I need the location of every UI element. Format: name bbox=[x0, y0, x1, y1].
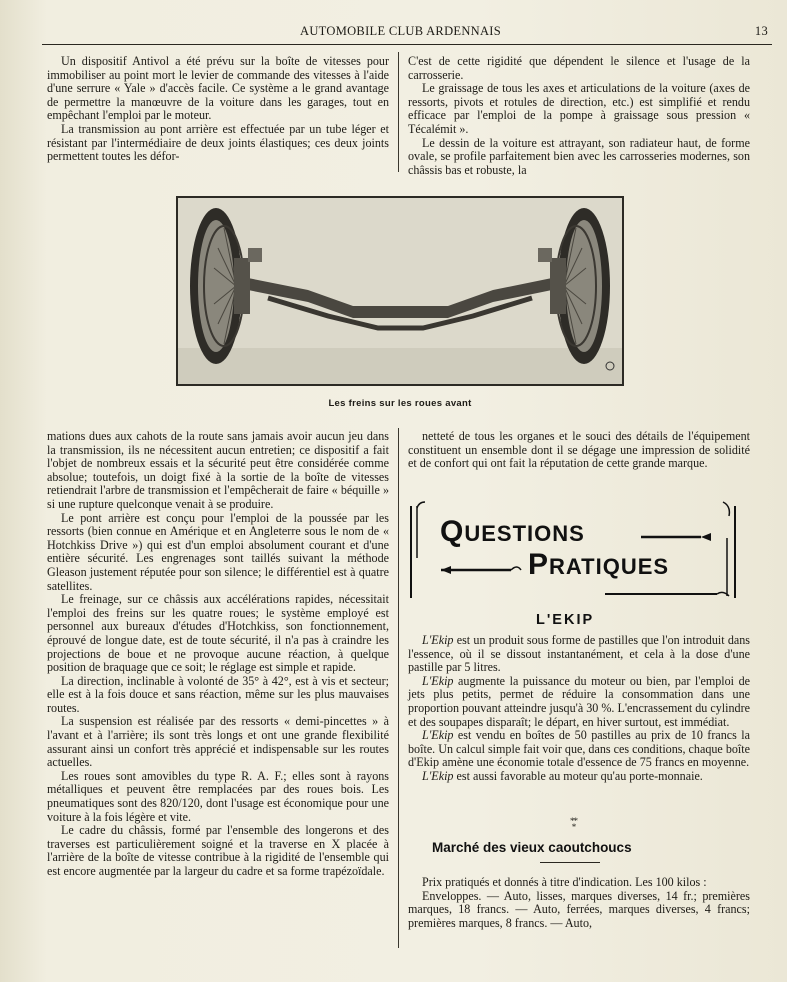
pratiques-heading bbox=[528, 548, 669, 582]
left-top-column bbox=[47, 55, 389, 164]
paragraph: Un dispositif Antivol a été prévu sur la boîte de vitesses pour immobiliser au point mort le levier de commande des vitesses à l'aide d'une serrure « Yale » d'accès facile. Ce système a le grand avantage de permettre la manœuvre de la voiture dans les garages, tout en empêchant l'emploi par le moteur. bbox=[47, 54, 389, 123]
paragraph: mations dues aux cahots de la route sans jamais avoir aucun jeu dans la transmission, ils ne nécessitent aucun entretien; ce dispositif a fait l'objet de nombreux essais et la sécurité peut être considérée comme absolue; toutefois, un doigt fixé à la sortie de la boîte de vitesses retiendrait l'arbre de transmission et l'empêcherait de faire « béquille » si une rupture quelconque venait à se produire. bbox=[47, 429, 389, 511]
column-divider bbox=[398, 52, 399, 172]
column-divider bbox=[398, 428, 399, 948]
paragraph: Le dessin de la voiture est attrayant, son radiateur haut, de forme ovale, se profile parfaitement bien avec les carrosseries modernes, son châssis bas et robuste, la bbox=[408, 135, 750, 177]
header-title: AUTOMOBILE CLUB ARDENNAIS bbox=[300, 24, 502, 38]
caoutchoucs-column bbox=[408, 876, 750, 930]
paragraph-text: est aussi favorable au moteur qu'au porte-monnaie. bbox=[453, 768, 703, 783]
heading-rest: RATIQUES bbox=[549, 554, 670, 579]
product-name: L'Ekip bbox=[422, 728, 454, 743]
ekip-heading: L'EKIP bbox=[536, 612, 595, 628]
paragraph: Prix pratiqués et donnés à titre d'indication. Les 100 kilos : bbox=[422, 875, 707, 889]
heading-underline bbox=[540, 862, 600, 863]
figure-caption: Les freins sur les roues avant bbox=[328, 398, 472, 409]
paragraph bbox=[408, 890, 750, 931]
questions-heading bbox=[440, 515, 585, 549]
axle-photo bbox=[176, 196, 624, 386]
caoutchoucs-heading: Marché des vieux caoutchoucs bbox=[432, 840, 632, 855]
paragraph bbox=[408, 634, 750, 675]
page-number: 13 bbox=[754, 24, 768, 38]
left-bottom-column bbox=[47, 430, 389, 879]
heading-initial: P bbox=[528, 548, 550, 581]
axle-illustration bbox=[178, 198, 622, 384]
paragraph-text: est vendu en boîtes de 50 pastilles au prix de 10 francs la boîte. Un calcul simple fait voir que, dans ces conditions, chaque boîte d'Ekip amène une économie totale d'essence de 75 francs en moyenne. bbox=[408, 728, 750, 770]
paragraph: Les roues sont amovibles du type R. A. F.; elles sont à rayons métalliques et peuvent être remplacées par des roues bois. Les pneumatiques sont des 820/120, dont l'usage est économique pour une voiture à la fois légère et vite. bbox=[47, 768, 389, 824]
product-name: L'Ekip bbox=[422, 633, 454, 647]
paragraph-text: augmente la puissance du moteur ou bien, par l'emploi de jets plus petits, permet de réduire la consommation dans une proportion pouvant atteindre jusqu'à 30 %. L'encrassement du cylindre et des soupapes disparaît; le départ, en hiver surtout, est immédiat. bbox=[408, 673, 750, 729]
heading-initial: Q bbox=[440, 515, 465, 548]
product-name: L'Ekip bbox=[422, 673, 454, 688]
paragraph: C'est de cette rigidité que dépendent le silence et l'usage de la carrosserie. bbox=[408, 54, 750, 82]
right-bottom-intro bbox=[408, 430, 750, 471]
paragraph-text: est un produit sous forme de pastilles que l'on introduit dans l'essence, où il se dissout instantanément, et cela à la dose d'une pastille par 5 litres. bbox=[408, 633, 750, 675]
paragraph: Le graissage de tous les axes et articulations de la voiture (axes de ressorts, pivots et rotules de direction, etc.) est simplifié et rendu efficace par l'emploi de la pompe à graissage sous pression « Técalémit ». bbox=[408, 81, 750, 136]
paragraph: La direction, inclinable à volonté de 35° à 42°, est à vis et secteur; elle est à la fois douce et sans réaction, même sur les plus mauvaises routes. bbox=[47, 673, 389, 715]
paragraph-text: Enveloppes. — Auto, lisses, marques diverses, 14 fr.; premières marques, 18 francs. — Auto, ferrées, marques diverses, 4 francs; premières marques, 8 francs. — Auto, bbox=[408, 888, 750, 930]
running-header bbox=[42, 20, 772, 45]
paragraph: Le pont arrière est conçu pour l'emploi de la poussée par les ressorts (bien connue en Amérique et en Angleterre sous le nom de « Hotchkiss Drive ») qui est d'un emploi absolument courant et d'une entière sécurité. Les engrenages sont taillés suivant la méthode Gleason justement réputée pour son silence; le différentiel est à quatre satellites. bbox=[47, 510, 389, 593]
heading-rest: UESTIONS bbox=[464, 521, 585, 546]
paragraph: La transmission au pont arrière est effectuée par un tube léger et résistant par l'intermédiaire de deux joints élastiques; ces deux joints permettent toutes les défor- bbox=[47, 121, 389, 164]
ekip-column bbox=[408, 634, 750, 784]
paragraph bbox=[408, 770, 750, 784]
paragraph: La suspension est réalisée par des ressorts « demi-pincettes » à l'avant et à l'arrière; ils sont très longs et ont une grande flexibilité assurant ainsi un confort très apprécié et indispensable sur les routes actuelles. bbox=[47, 714, 389, 770]
paragraph: netteté de tous les organes et le souci des détails de l'équipement constituent un ensemble dont il se dégage une impression de solidité et de confort qui ont fait la réputation de cette grande marque. bbox=[408, 429, 750, 471]
right-top-column bbox=[408, 55, 750, 177]
paragraph: Le freinage, sur ce châssis aux accélérations rapides, nécessitait l'emploi des freins sur les quatre roues; le système employé est personnel aux bureaux d'études d'Hotchkiss, son fonctionnement, éprouvé de longue date, est de toute sécurité, il n'a pas à craindre les projections de boue et ne provoque aucune réaction, à quelque position de braquage que ce soit; le réglage est simple et rapide. bbox=[47, 592, 389, 675]
paragraph: Le cadre du châssis, formé par l'ensemble des longerons et des traverses est particulièrement soigné et la traverse en X placée à l'arrière de la boîte de vitesse contribue à la rigidité de l'ensemble qui est encore augmentée par la largeur du cadre et sa forme trapézoïdale. bbox=[47, 823, 389, 878]
asterism: ** * bbox=[570, 816, 577, 832]
paragraph bbox=[408, 675, 750, 729]
paragraph bbox=[408, 729, 750, 770]
product-name: L'Ekip bbox=[422, 768, 454, 783]
